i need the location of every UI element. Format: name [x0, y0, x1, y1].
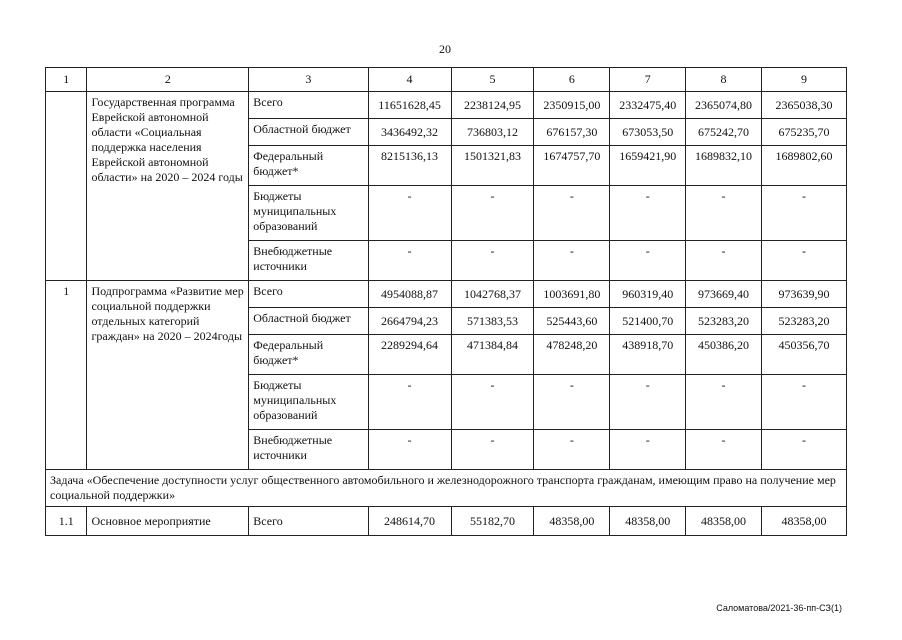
table-cell: - — [534, 241, 610, 281]
funding-source-label: Федеральный бюджет* — [249, 146, 368, 186]
column-header: 8 — [686, 68, 762, 92]
table-cell: 450386,20 — [686, 335, 762, 375]
table-cell: 55182,70 — [451, 507, 534, 536]
funding-source-label: Бюджеты муниципальных образований — [249, 375, 368, 430]
column-header: 1 — [46, 68, 87, 92]
table-cell: 2350915,00 — [534, 92, 610, 119]
table-cell: 525443,60 — [534, 308, 610, 335]
table-cell: 8215136,13 — [368, 146, 451, 186]
table-cell: - — [368, 186, 451, 241]
table-cell: - — [761, 186, 846, 241]
table-cell: 248614,70 — [368, 507, 451, 536]
table-cell: - — [686, 375, 762, 430]
funding-source-label: Внебюджетные источники — [249, 241, 368, 281]
table-cell: 1689802,60 — [761, 146, 846, 186]
column-header: 3 — [249, 68, 368, 92]
table-cell: - — [451, 186, 534, 241]
table-row — [46, 281, 847, 308]
table-cell: 675235,70 — [761, 119, 846, 146]
table-cell: 48358,00 — [610, 507, 686, 536]
column-header: 9 — [761, 68, 846, 92]
table-cell: 676157,30 — [534, 119, 610, 146]
activity-name: Основное мероприятие — [87, 507, 249, 536]
table-cell: 1003691,80 — [534, 281, 610, 308]
funding-source-label: Всего — [249, 281, 368, 308]
table-cell: 4954088,87 — [368, 281, 451, 308]
budget-table — [45, 67, 847, 536]
document-footer: Саломатова/2021-36-пп-СЗ(1) — [716, 603, 842, 613]
funding-source-label: Федеральный бюджет* — [249, 335, 368, 375]
table-cell: 1501321,83 — [451, 146, 534, 186]
table-cell: 2365038,30 — [761, 92, 846, 119]
row-number: 1.1 — [46, 507, 87, 536]
row-number — [46, 92, 87, 281]
table-cell: - — [368, 430, 451, 470]
table-row — [46, 507, 847, 536]
table-cell: 471384,84 — [451, 335, 534, 375]
table-cell: - — [451, 375, 534, 430]
table-cell: 478248,20 — [534, 335, 610, 375]
funding-source-label: Областной бюджет — [249, 308, 368, 335]
column-header: 7 — [610, 68, 686, 92]
program-name: Государственная программа Еврейской автономной области «Социальная поддержка населения Еврейской автономной области» на 2020 – 2024 годы — [87, 92, 249, 281]
table-cell: - — [761, 241, 846, 281]
table-cell: 48358,00 — [761, 507, 846, 536]
table-cell: 521400,70 — [610, 308, 686, 335]
table-cell: 571383,53 — [451, 308, 534, 335]
table-cell: 2365074,80 — [686, 92, 762, 119]
table-cell: 1659421,90 — [610, 146, 686, 186]
table-cell: - — [686, 241, 762, 281]
task-row — [46, 470, 847, 507]
table-cell: - — [368, 375, 451, 430]
table-cell: - — [610, 241, 686, 281]
table-cell: - — [451, 241, 534, 281]
table-cell: 1689832,10 — [686, 146, 762, 186]
table-cell: 438918,70 — [610, 335, 686, 375]
table-cell: - — [368, 241, 451, 281]
column-header: 4 — [368, 68, 451, 92]
table-cell: - — [610, 186, 686, 241]
table-cell: 48358,00 — [534, 507, 610, 536]
table-cell: 523283,20 — [761, 308, 846, 335]
task-description: Задача «Обеспечение доступности услуг общественного автомобильного и железнодорожного транспорта гражданам, имеющим право на получение мер социальной поддержки» — [46, 470, 847, 507]
table-cell: 1674757,70 — [534, 146, 610, 186]
funding-source-label: Всего — [249, 507, 368, 536]
funding-source-label: Областной бюджет — [249, 119, 368, 146]
table-cell: 48358,00 — [686, 507, 762, 536]
table-cell: 523283,20 — [686, 308, 762, 335]
table-cell: 450356,70 — [761, 335, 846, 375]
table-cell: - — [686, 430, 762, 470]
table-cell: 11651628,45 — [368, 92, 451, 119]
table-cell: 973639,90 — [761, 281, 846, 308]
funding-source-label: Всего — [249, 92, 368, 119]
table-cell: 675242,70 — [686, 119, 762, 146]
table-cell: - — [761, 430, 846, 470]
table-cell: - — [534, 375, 610, 430]
table-cell: 1042768,37 — [451, 281, 534, 308]
table-cell: 973669,40 — [686, 281, 762, 308]
page-number: 20 — [439, 42, 451, 56]
table-cell: 2238124,95 — [451, 92, 534, 119]
column-header: 6 — [534, 68, 610, 92]
table-cell: - — [534, 186, 610, 241]
table-cell: - — [686, 186, 762, 241]
table-cell: - — [534, 430, 610, 470]
table-row — [46, 92, 847, 119]
column-number-row — [46, 68, 847, 92]
table-cell: - — [610, 375, 686, 430]
table-cell: 2289294,64 — [368, 335, 451, 375]
table-cell: 3436492,32 — [368, 119, 451, 146]
table-cell: 2664794,23 — [368, 308, 451, 335]
table-cell: - — [761, 375, 846, 430]
table-cell: - — [451, 430, 534, 470]
table-cell: 736803,12 — [451, 119, 534, 146]
subprogram-name: Подпрограмма «Развитие мер социальной поддержки отдельных категорий граждан» на 2020 – 2024годы — [87, 281, 249, 470]
table-cell: 2332475,40 — [610, 92, 686, 119]
table-cell: - — [610, 430, 686, 470]
column-header: 2 — [87, 68, 249, 92]
funding-source-label: Внебюджетные источники — [249, 430, 368, 470]
table-cell: 960319,40 — [610, 281, 686, 308]
column-header: 5 — [451, 68, 534, 92]
table-cell: 673053,50 — [610, 119, 686, 146]
funding-source-label: Бюджеты муниципальных образований — [249, 186, 368, 241]
row-number: 1 — [46, 281, 87, 470]
